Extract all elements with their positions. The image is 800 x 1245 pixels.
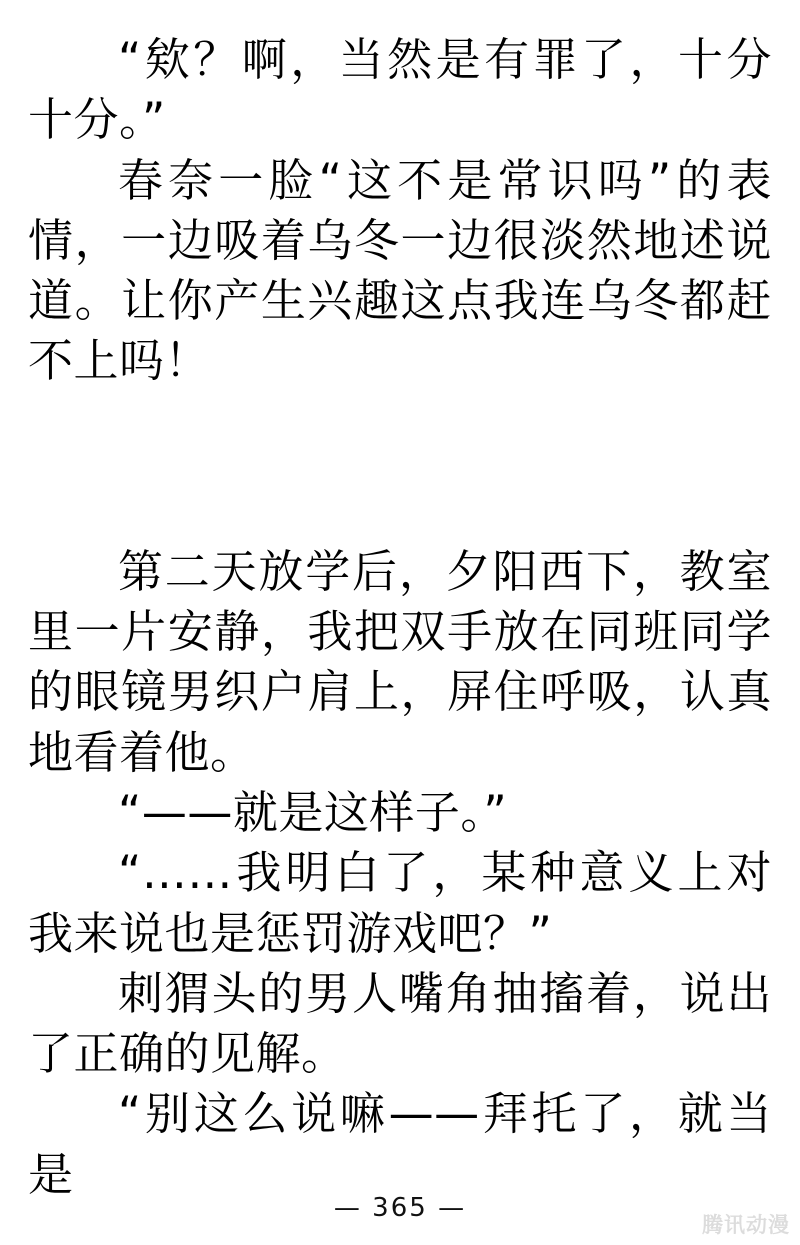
page-footer	[0, 1193, 800, 1223]
paragraph: “欸？啊，当然是有罪了，十分十分。”	[28, 33, 772, 147]
paragraph: 刺猬头的男人嘴角抽搐着，说出了正确的见解。	[28, 966, 772, 1081]
watermark-label: 腾讯动漫	[702, 1213, 790, 1237]
paragraph: “……我明白了，某种意义上对我来说也是惩罚游戏吧？”	[28, 846, 772, 960]
scene-break-spacer	[28, 392, 772, 542]
page-number: — 365 —	[333, 1193, 467, 1223]
paragraph: 第二天放学后，夕阳西下，教室里一片安静，我把双手放在同班同学的眼镜男织户肩上，屏住呼吸，认真地看着他。	[28, 544, 772, 779]
page-body	[28, 30, 772, 1205]
paragraph: 春奈一脸“这不是常识吗”的表情，一边吸着乌冬一边很淡然地述说道。让你产生兴趣这点我连乌冬都赶不上吗！	[28, 153, 772, 388]
paragraph: “——就是这样子。”	[118, 785, 508, 839]
paragraph: “别这么说嘛——拜托了，就当是	[28, 1087, 772, 1201]
